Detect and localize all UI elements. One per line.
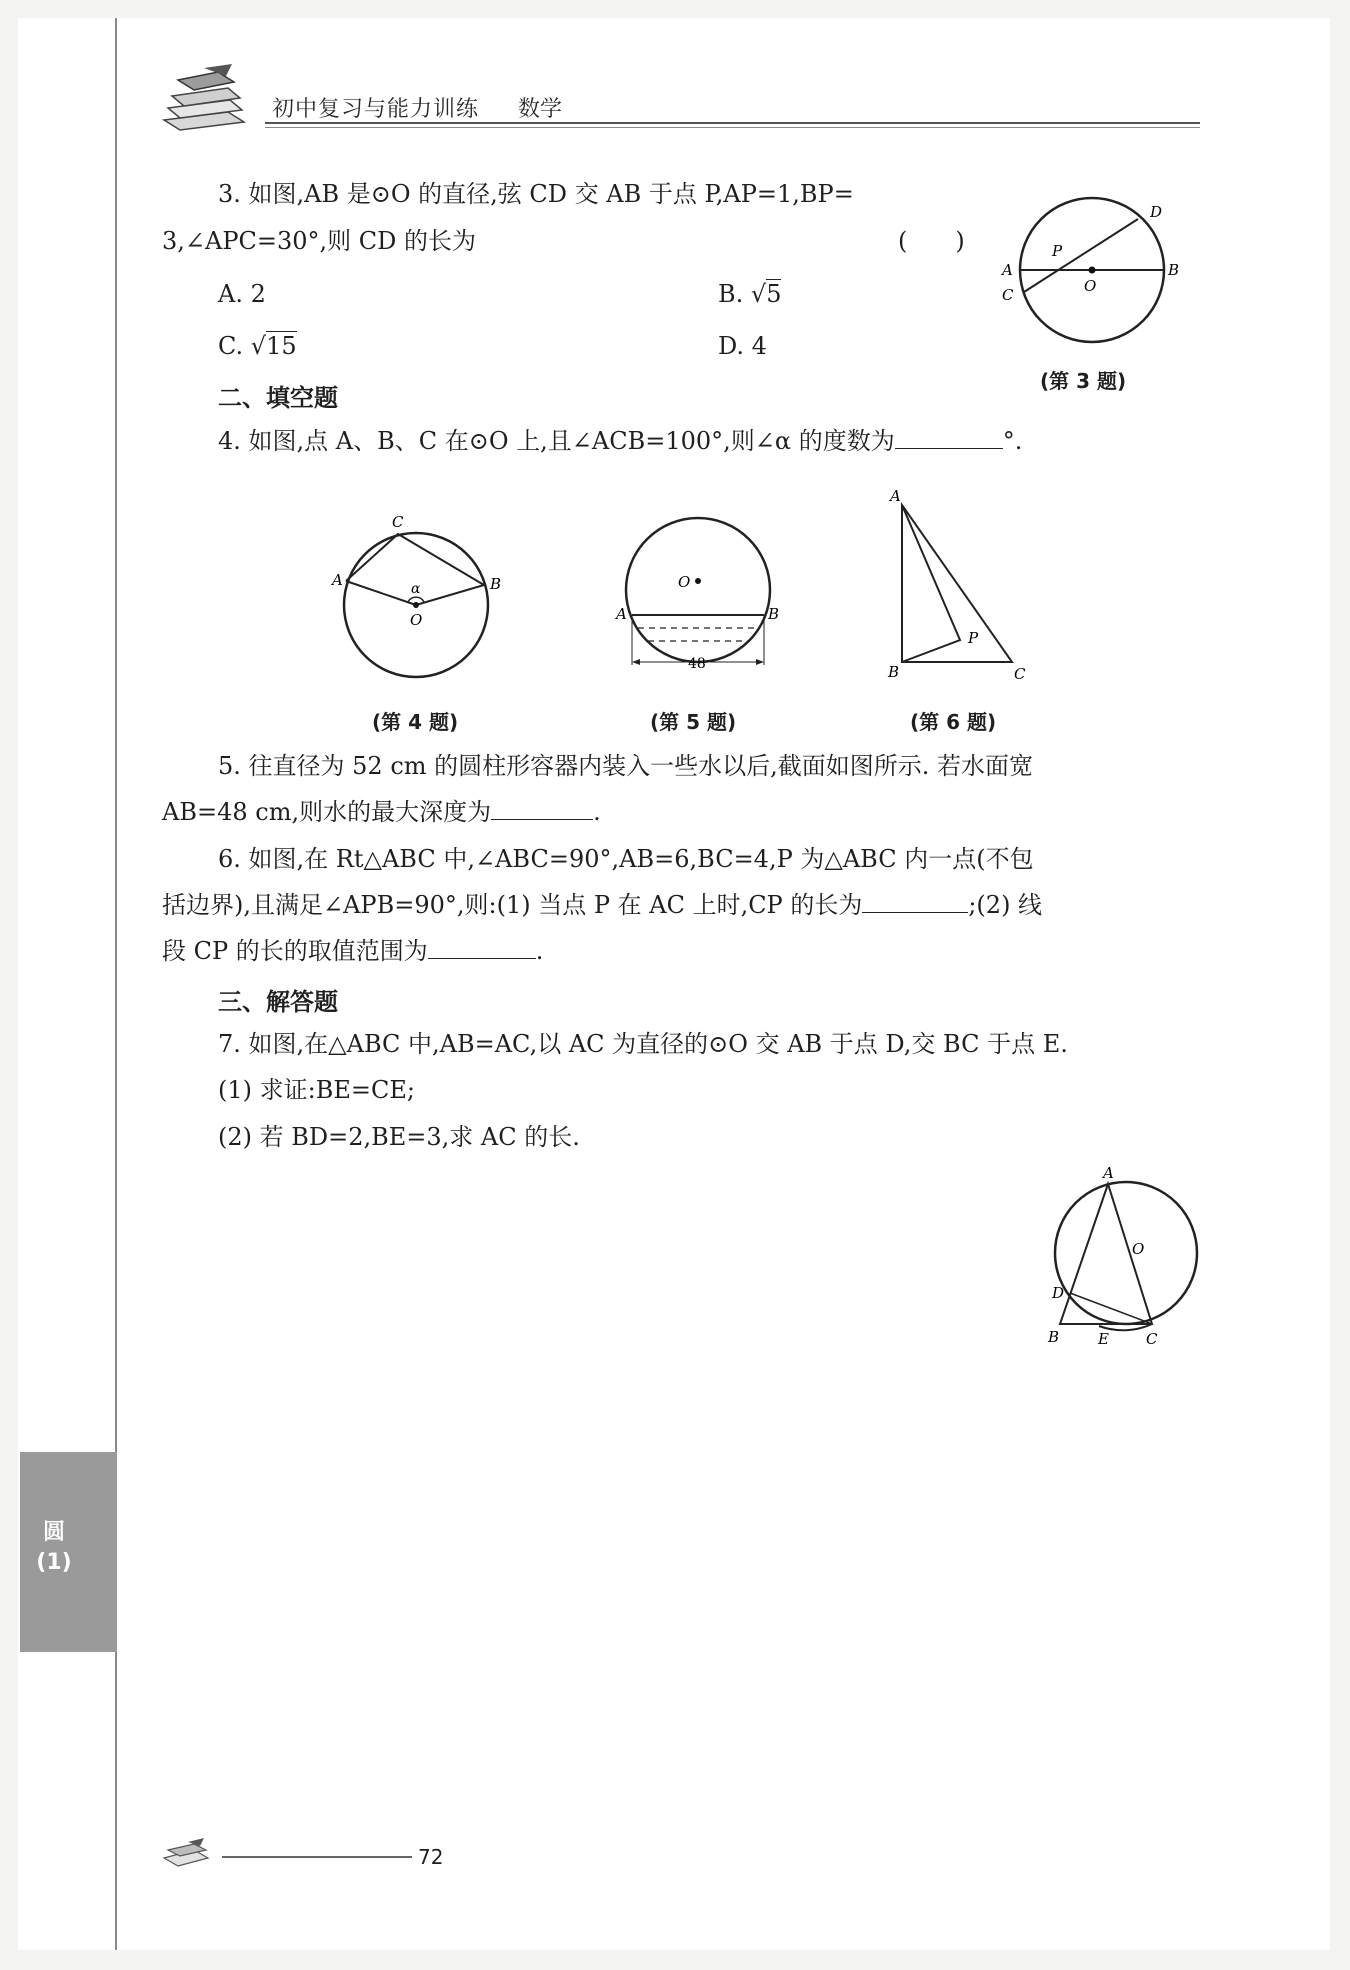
q7-label-e: E (1098, 1330, 1109, 1348)
q4-label-a: A (332, 571, 343, 589)
q4-label-o: O (410, 611, 423, 629)
books-logo-icon (158, 62, 250, 134)
q4-label-c: C (392, 513, 404, 531)
q4-label-alpha: α (411, 581, 421, 597)
q7-line1: 7. 如图,在△ABC 中,AB=AC,以 AC 为直径的⊙O 交 AB 于点 D,交 BC 于点 E. (218, 1030, 1068, 1058)
section-solution-title: 三、解答题 (218, 988, 338, 1016)
sqrt-icon: √ (250, 332, 267, 360)
q6-label-c: C (1014, 665, 1026, 683)
q7-part2: (2) 若 BD=2,BE=3,求 AC 的长. (218, 1123, 580, 1151)
q5-label-b: B (768, 605, 780, 623)
chapter-tab-line2: (1) (36, 1550, 72, 1575)
q3-option-b-prefix: B. (718, 280, 751, 308)
q3-option-b (718, 278, 781, 310)
q3-option-a: A. 2 (218, 280, 266, 308)
q3-label-p: P (1052, 242, 1063, 260)
footer-rule (222, 1856, 412, 1858)
q6-text-end: . (535, 937, 544, 965)
q3-option-c-value: 15 (266, 332, 297, 360)
page-number: 72 (418, 1845, 444, 1869)
q5-figure-caption: (第 5 题) (650, 710, 737, 734)
q6-answer-blank-2[interactable] (428, 936, 536, 959)
q6-line2 (162, 889, 1042, 921)
q3-line2: 3,∠APC=30°,则 CD 的长为 (162, 227, 476, 255)
q7-figure (1040, 1162, 1220, 1352)
q3-figure-caption: (第 3 题) (1040, 369, 1127, 393)
chapter-tab-line1: 圆 (42, 1520, 65, 1545)
q3-label-a: A (1002, 261, 1013, 279)
q5-line1: 5. 往直径为 52 cm 的圆柱形容器内装入一些水以后,截面如图所示. 若水面宽 (218, 752, 1034, 780)
q3-option-c (218, 330, 297, 362)
q4-figure-caption: (第 4 题) (372, 710, 459, 734)
q5-label-a: A (616, 605, 627, 623)
q6-label-p: P (968, 629, 979, 647)
q6-answer-blank-1[interactable] (862, 890, 968, 913)
q4-answer-blank[interactable] (895, 426, 1003, 449)
q7-label-a: A (1103, 1164, 1114, 1182)
q3-label-o: O (1084, 277, 1097, 295)
q6-text-2: 段 CP 的长的取值范围为 (162, 937, 428, 965)
q4-text: 4. 如图,点 A、B、C 在⊙O 上,且∠ACB=100°,则∠α 的度数为 (218, 427, 895, 455)
q4-label-b: B (490, 575, 502, 593)
q3-label-d: D (1150, 203, 1163, 221)
q3-answer-paren: ( ) (898, 227, 965, 255)
book-title: 初中复习与能力训练 (272, 97, 480, 122)
q6-line3 (162, 935, 543, 967)
q7-label-d: D (1052, 1284, 1065, 1302)
q5-answer-blank[interactable] (491, 797, 593, 820)
q5-label-o: O (678, 573, 691, 591)
q5-text-end: . (593, 798, 601, 826)
q3-option-d: D. 4 (718, 332, 767, 360)
q3-option-b-value: 5 (766, 280, 782, 308)
q3-label-b: B (1168, 261, 1180, 279)
q7-label-b: B (1048, 1328, 1060, 1346)
q3-option-c-prefix: C. (218, 332, 251, 360)
section-fill-in-title: 二、填空题 (218, 384, 338, 412)
q3-figure (990, 195, 1200, 355)
binding-line (115, 18, 117, 1950)
q7-label-c: C (1146, 1330, 1158, 1348)
q3-line1: 3. 如图,AB 是⊙O 的直径,弦 CD 交 AB 于点 P,AP=1,BP= (218, 180, 854, 208)
q3-label-c: C (1002, 286, 1014, 304)
q6-text: 括边界),且满足∠APB=90°,则:(1) 当点 P 在 AC 上时,CP 的长为 (162, 891, 863, 919)
q6-label-b: B (888, 663, 900, 681)
q7-part1: (1) 求证:BE=CE; (218, 1076, 415, 1104)
q6-text-mid: ;(2) 线 (968, 891, 1043, 919)
q5-figure (608, 505, 788, 695)
q4-line1 (218, 425, 1022, 457)
q6-line1: 6. 如图,在 Rt△ABC 中,∠ABC=90°,AB=6,BC=4,P 为△ABC 内一点(不包 (218, 845, 1034, 873)
subject-label: 数学 (518, 97, 563, 122)
q4-text-end: °. (1002, 427, 1023, 455)
header-rule-thin (265, 127, 1200, 128)
q5-text: AB=48 cm,则水的最大深度为 (162, 798, 492, 826)
q5-label-width: 48 (688, 656, 706, 672)
q6-figure-caption: (第 6 题) (910, 710, 997, 734)
chapter-side-tab-label (36, 1518, 72, 1578)
q4-figure (330, 505, 520, 695)
sqrt-icon: √ (750, 280, 767, 308)
header-rule (265, 122, 1200, 124)
q6-figure (880, 485, 1050, 685)
q5-line2 (162, 796, 601, 828)
footer-books-icon (160, 1834, 220, 1870)
q6-label-a: A (890, 487, 901, 505)
q7-label-o: O (1132, 1240, 1145, 1258)
